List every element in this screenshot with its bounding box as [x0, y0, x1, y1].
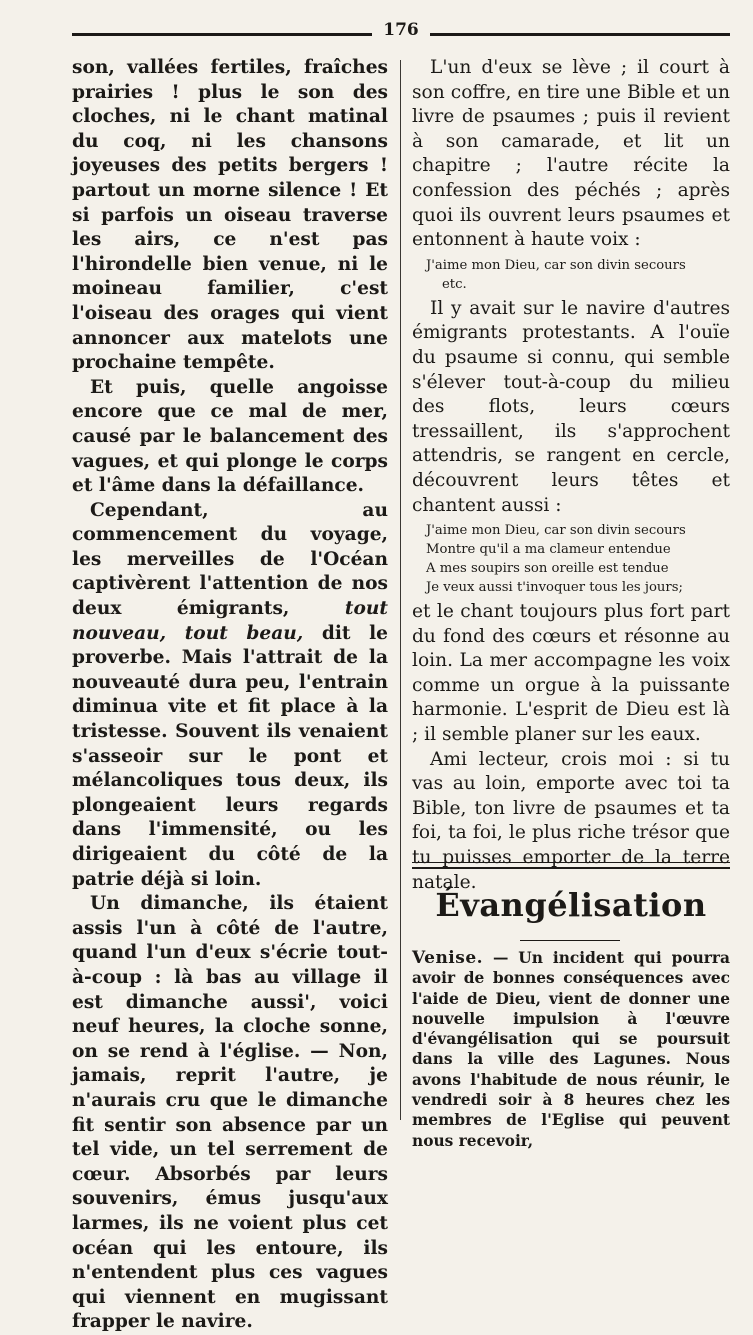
column-divider [400, 60, 401, 1120]
paragraph: L'un d'eux se lève ; il court à son coffre, en tire une Bible et un livre de psaumes ; puis il revient à son camarade, et lit un chapitre ; l'autre récite la confession des péchés ; après quoi ils ouvrent leurs psaumes et entonnent à haute voix : [412, 57, 730, 251]
paragraph-text: dit le proverbe. Mais l'attrait de la nouveauté dura peu, l'entrain diminua vite et fit place à la tristesse. Souvent ils venaient s'asseoir sur le pont et mélancoliques tous deux, ils plongeaient leurs regards dans l'immensité, ou les dirigeaient du côté de la patrie déjà si loin. [72, 622, 388, 890]
section-body [412, 948, 730, 1151]
verse-line: Je veux aussi t'invoquer tous les jours; [426, 580, 683, 596]
section-lead: Venise. [412, 948, 484, 968]
paragraph-text: Cependant, au commencement du voyage, les merveilles de l'Océan captivèrent l'attention de nos deux émigrants, [72, 499, 388, 620]
paragraph: son, vallées fertiles, fraîches prairies ! plus le son des cloches, ni le chant matinal du coq, ni les chansons joyeuses des petits bergers ! partout un morne silence ! Et si parfois un oiseau traverse les airs, ce n'est pas l'hirondelle bien venue, ni le moineau familier, c'est l'oiseau des orages qui vient annoncer aux matelots une prochaine tempête. [72, 57, 388, 374]
paragraph: Et puis, quelle angoisse encore que ce mal de mer, causé par le balancement des vagues, et qui plonge le corps et l'âme dans la défaillance. [72, 376, 388, 497]
verse-line: A mes soupirs son oreille est tendue [426, 561, 669, 577]
page-header [72, 18, 730, 48]
header-rule-right [430, 33, 730, 36]
paragraph [72, 499, 388, 893]
verse-block [412, 521, 730, 597]
section-rule [412, 862, 730, 869]
right-column [412, 56, 730, 895]
verse-line: J'aime mon Dieu, car son divin secours [426, 523, 686, 539]
verse-block [412, 256, 730, 294]
section-text: — Un incident qui pourra avoir de bonnes conséquences avec l'aide de Dieu, vient de donner une nouvelle impulsion à l'œuvre d'évangélisation qui se poursuit dans la ville des Lagunes. Nous avons l'habitude de nous réunir, le vendredi soir à 8 heures chez les membres de l'Eglise qui peuvent nous recevoir, [412, 949, 730, 1150]
left-column [72, 56, 388, 1335]
paragraph: et le chant toujours plus fort part du fond des cœurs et résonne au loin. La mer accompagne les voix comme un orgue à la puissante harmonie. L'esprit de Dieu est là ; il semble planer sur les eaux. [412, 601, 730, 746]
paragraph: Un dimanche, ils étaient assis l'un à côté de l'autre, quand l'un d'eux s'écrie tout-à-coup : là bas au village il est dimanche aussi', voici neuf heures, la cloche sonne, on se rend à l'église. — Non, jamais, reprit l'autre, je n'aurais cru que le dimanche fit sentir son absence par un tel vide, un tel serrement de cœur. Absorbés par leurs souvenirs, émus jusqu'aux larmes, ils ne voient plus cet océan qui les entoure, ils n'entendent plus ces vagues qui viennent en mugissant frapper le navire. [72, 893, 388, 1333]
section-title: Évangélisation [435, 886, 707, 924]
verse-line: Montre qu'il a ma clameur entendue [426, 542, 671, 558]
paragraph: Il y avait sur le navire d'autres émigrants protestants. A l'ouïe du psaume si connu, qui semble s'élever tout-à-coup du milieu des flots, leurs cœurs tressaillent, ils s'approchent attendris, se rangent en cercle, découvrent leurs têtes et chantent aussi : [412, 297, 730, 516]
page-number: 176 [383, 20, 419, 40]
paragraph: Ami lecteur, crois moi : si tu vas au loin, emporte avec toi ta Bible, ton livre de psaumes et ta foi, ta foi, le plus riche trésor que tu puisses emporter de la terre natale. [412, 748, 730, 893]
title-underline [520, 940, 620, 941]
header-rule-left [72, 33, 372, 36]
proverb-text: tout nouveau, tout beau, [72, 598, 388, 644]
verse-line: J'aime mon Dieu, car son divin secours [426, 257, 686, 273]
verse-line: etc. [442, 276, 467, 292]
